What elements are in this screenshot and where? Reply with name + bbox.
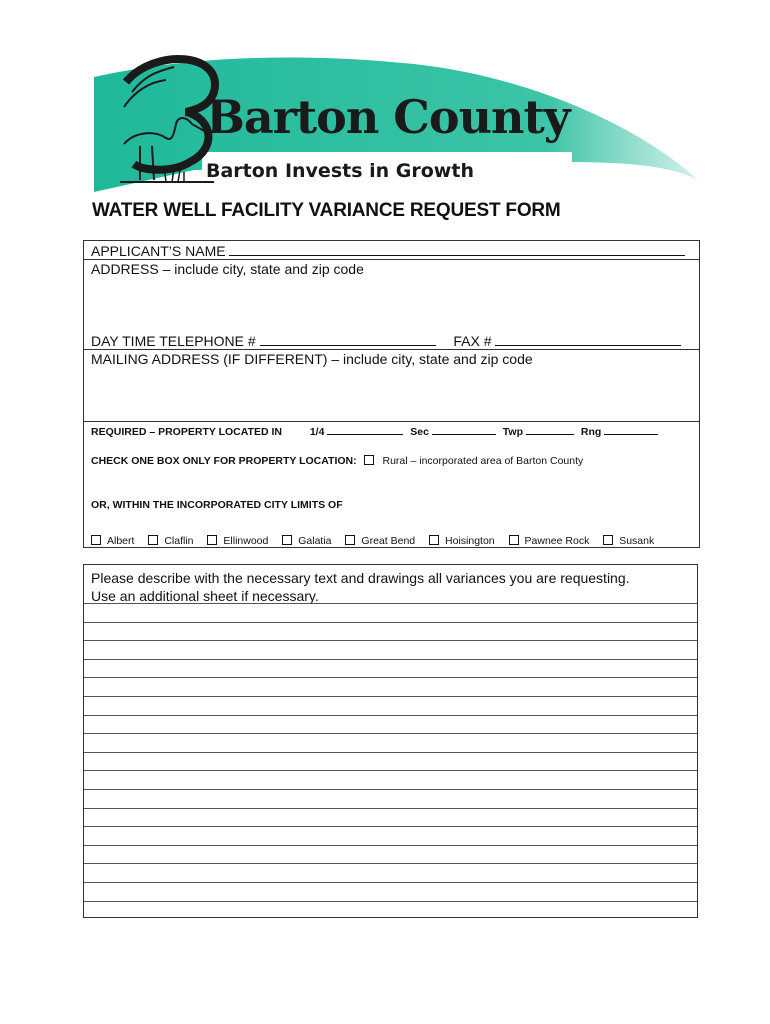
phone-field[interactable] — [260, 332, 436, 346]
rural-label: Rural – incorporated area of Barton County — [382, 455, 584, 467]
town-albert[interactable]: Albert — [91, 535, 134, 547]
quarter-field[interactable] — [327, 425, 403, 435]
writing-line[interactable] — [84, 603, 697, 604]
town-susank[interactable]: Susank — [603, 535, 654, 547]
town-pawnee-rock[interactable]: Pawnee Rock — [509, 535, 590, 547]
checkbox-icon[interactable] — [207, 535, 217, 545]
town-great-bend[interactable]: Great Bend — [345, 535, 415, 547]
writing-line[interactable] — [84, 659, 697, 660]
writing-line[interactable] — [84, 826, 697, 827]
city-limits-label: OR, WITHIN THE INCORPORATED CITY LIMITS OF — [91, 499, 343, 511]
writing-line[interactable] — [84, 752, 697, 753]
writing-line[interactable] — [84, 863, 697, 864]
rng-field[interactable] — [604, 425, 658, 435]
check-label: CHECK ONE BOX ONLY FOR PROPERTY LOCATION: — [91, 455, 357, 467]
twp-label: Twp — [502, 426, 524, 438]
fax-label: FAX # — [453, 333, 492, 349]
applicant-name-row — [91, 242, 685, 259]
applicant-section — [83, 240, 700, 548]
logo-title: Barton County — [206, 90, 570, 144]
address-label: ADDRESS – include city, state and zip code — [91, 261, 364, 277]
writing-line[interactable] — [84, 640, 697, 641]
quarter-label: 1/4 — [309, 426, 325, 438]
fax-field[interactable] — [495, 332, 681, 346]
description-line-1: Please describe with the necessary text and drawings all variances you are requesting. — [91, 570, 630, 586]
form-title: WATER WELL FACILITY VARIANCE REQUEST FORM — [92, 200, 561, 221]
writing-line[interactable] — [84, 622, 697, 623]
logo-tagline: Barton Invests in Growth — [206, 160, 474, 182]
required-label: REQUIRED – PROPERTY LOCATED IN — [91, 426, 282, 438]
towns-row — [91, 531, 664, 547]
writing-line[interactable] — [84, 677, 697, 678]
checkbox-icon[interactable] — [429, 535, 439, 545]
property-location-row — [91, 425, 658, 438]
writing-line[interactable] — [84, 901, 697, 902]
sec-field[interactable] — [432, 425, 496, 435]
writing-line[interactable] — [84, 770, 697, 771]
phone-label: DAY TIME TELEPHONE # — [91, 333, 256, 349]
checkbox-icon[interactable] — [603, 535, 613, 545]
checkbox-icon[interactable] — [148, 535, 158, 545]
rural-checkbox[interactable] — [364, 455, 374, 465]
town-claflin[interactable]: Claflin — [148, 535, 193, 547]
town-hoisington[interactable]: Hoisington — [429, 535, 495, 547]
checkbox-icon[interactable] — [282, 535, 292, 545]
barton-county-logo — [94, 52, 704, 202]
writing-line[interactable] — [84, 845, 697, 846]
applicant-name-field[interactable] — [229, 242, 685, 256]
writing-line[interactable] — [84, 733, 697, 734]
writing-line[interactable] — [84, 808, 697, 809]
mailing-label: MAILING ADDRESS (IF DIFFERENT) – include city, state and zip code — [91, 351, 533, 367]
writing-line[interactable] — [84, 715, 697, 716]
description-instructions — [91, 569, 630, 605]
checkbox-icon[interactable] — [91, 535, 101, 545]
applicant-name-label: APPLICANT’S NAME — [91, 243, 226, 259]
town-galatia[interactable]: Galatia — [282, 535, 331, 547]
writing-line[interactable] — [84, 789, 697, 790]
mailing-address-field[interactable] — [84, 369, 699, 421]
rng-label: Rng — [580, 426, 602, 438]
description-line-2: Use an additional sheet if necessary. — [91, 588, 319, 604]
town-ellinwood[interactable]: Ellinwood — [207, 535, 268, 547]
writing-line[interactable] — [84, 696, 697, 697]
phone-fax-row — [91, 332, 681, 349]
checkbox-icon[interactable] — [509, 535, 519, 545]
check-row — [91, 455, 583, 467]
writing-line[interactable] — [84, 882, 697, 883]
description-section — [83, 564, 698, 918]
twp-field[interactable] — [526, 425, 574, 435]
address-field[interactable] — [84, 279, 699, 331]
checkbox-icon[interactable] — [345, 535, 355, 545]
sec-label: Sec — [410, 426, 429, 438]
